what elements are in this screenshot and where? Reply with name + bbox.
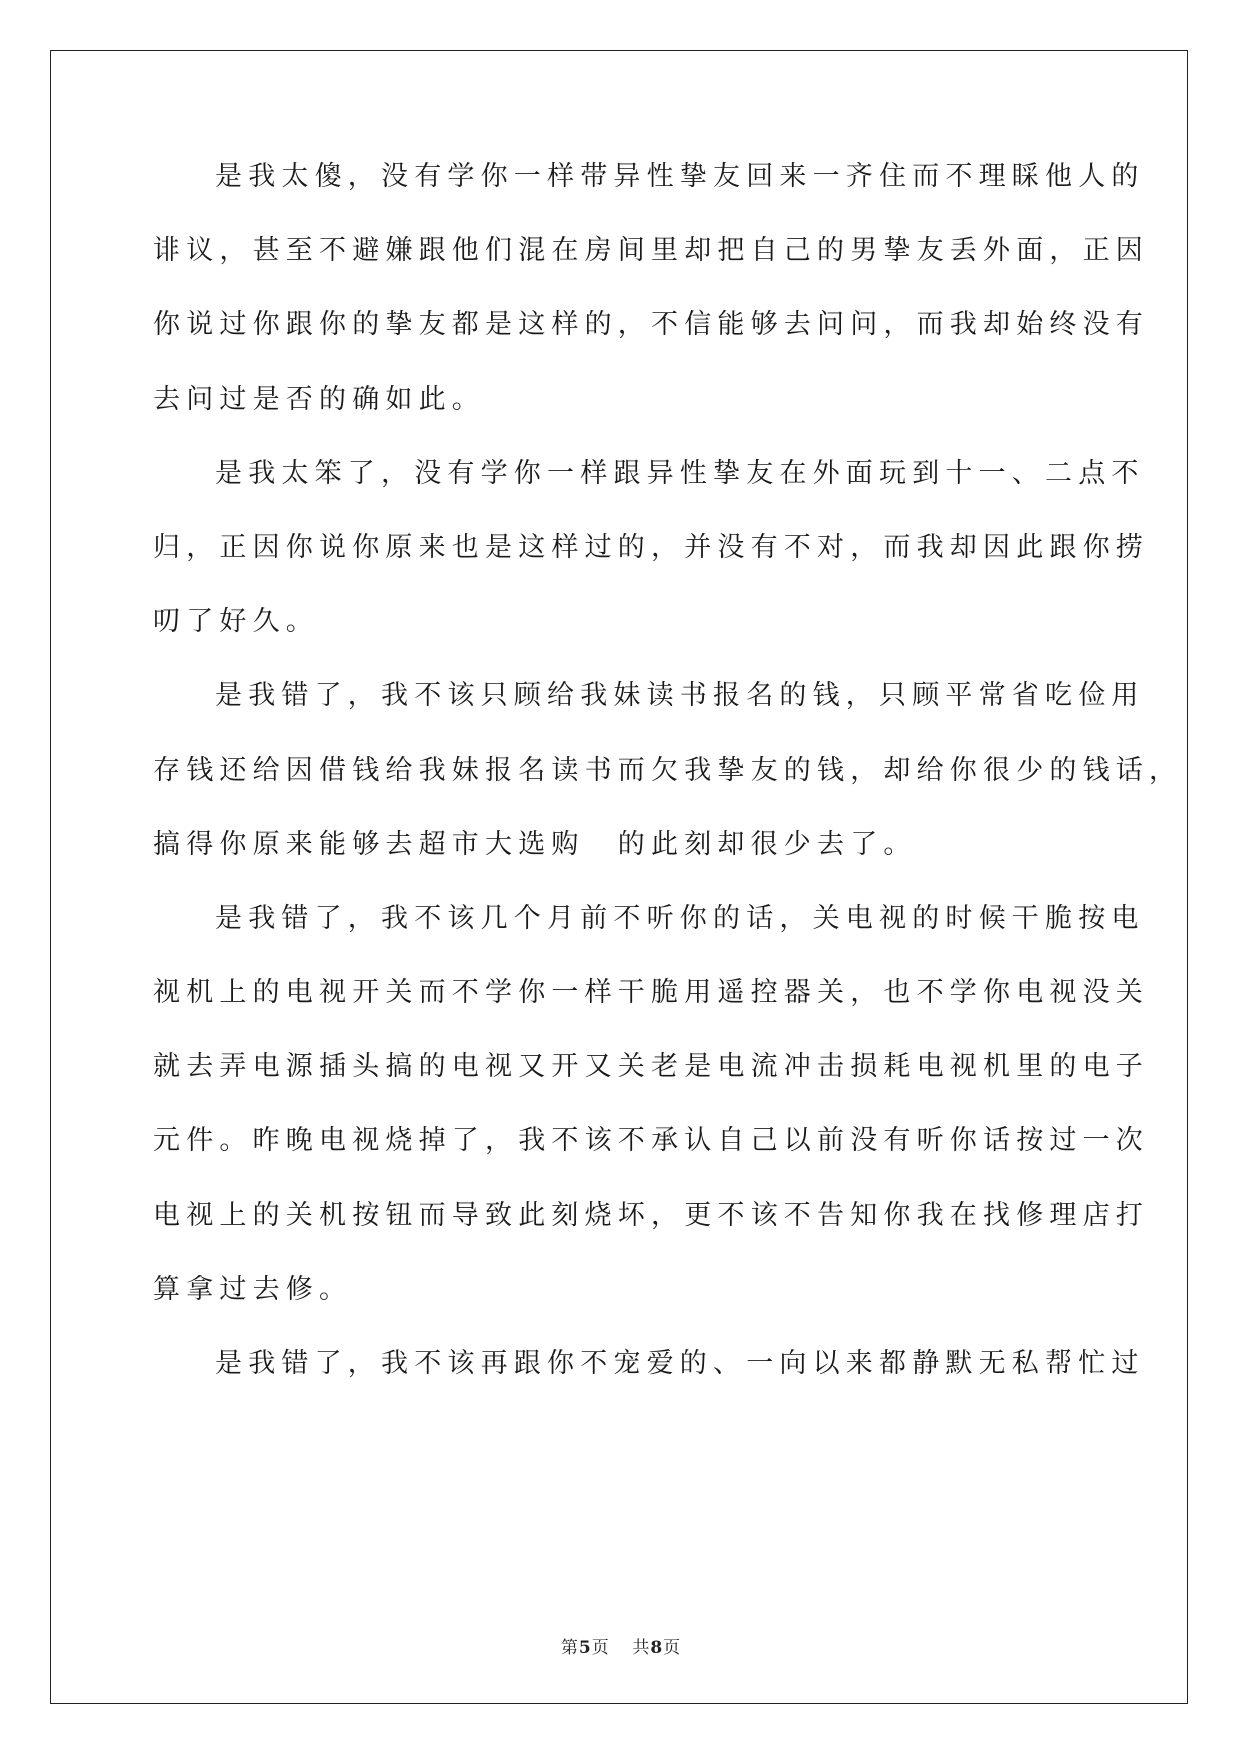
text-line: 是我错了，我不该只顾给我妹读书报名的钱，只顾平常省吃俭用 <box>215 680 1145 712</box>
footer-total-prefix: 共 <box>632 1638 650 1658</box>
text-line: 是我太傻，没有学你一样带异性挚友回来一齐住而不理睬他人的 <box>215 161 1145 192</box>
text-line: 叨了好久。 <box>153 606 319 638</box>
text-line: 你说过你跟你的挚友都是这样的，不信能够去问问，而我却始终没有 <box>153 309 1149 341</box>
footer-page-unit: 页 <box>591 1638 609 1658</box>
text-line: 诽议，甚至不避嫌跟他们混在房间里却把自己的男挚友丢外面，正因 <box>153 235 1149 267</box>
text-line: 存钱还给因借钱给我妹报名读书而欠我挚友的钱，却给你很少的钱话， <box>153 754 1183 786</box>
page-footer <box>0 1633 1241 1658</box>
text-line: 去问过是否的确如此。 <box>153 383 485 415</box>
text-line: 就去弄电源插头搞的电视又开又关老是电流冲击损耗电视机里的电子 <box>153 1051 1149 1083</box>
text-line: 是我太笨了，没有学你一样跟异性挚友在外面玩到十一、二点不 <box>215 457 1145 489</box>
text-line: 元件。昨晚电视烧掉了，我不该不承认自己以前没有听你话按过一次 <box>153 1125 1149 1157</box>
footer-page-number: 5 <box>578 1638 591 1658</box>
text-line: 是我错了，我不该再跟你不宠爱的、一向以来都静默无私帮忙过 <box>215 1348 1145 1379</box>
text-line: 搞得你原来能够去超市大选购 的此刻却很少去了。 <box>153 828 917 860</box>
footer-prefix: 第 <box>560 1638 578 1658</box>
text-line: 视机上的电视开关而不学你一样干脆用遥控器关，也不学你电视没关 <box>153 977 1149 1009</box>
text-line: 电视上的关机按钮而导致此刻烧坏，更不该不告知你我在找修理店打 <box>153 1199 1149 1231</box>
footer-total-unit: 页 <box>663 1638 681 1658</box>
text-line: 算拿过去修。 <box>153 1273 353 1305</box>
text-line: 是我错了，我不该几个月前不听你的话，关电视的时候干脆按电 <box>215 902 1145 934</box>
text-line: 归，正因你说你原来也是这样过的，并没有不对，而我却因此跟你捞 <box>153 531 1149 563</box>
document-body <box>153 160 1183 1421</box>
footer-total-pages: 8 <box>650 1638 663 1658</box>
